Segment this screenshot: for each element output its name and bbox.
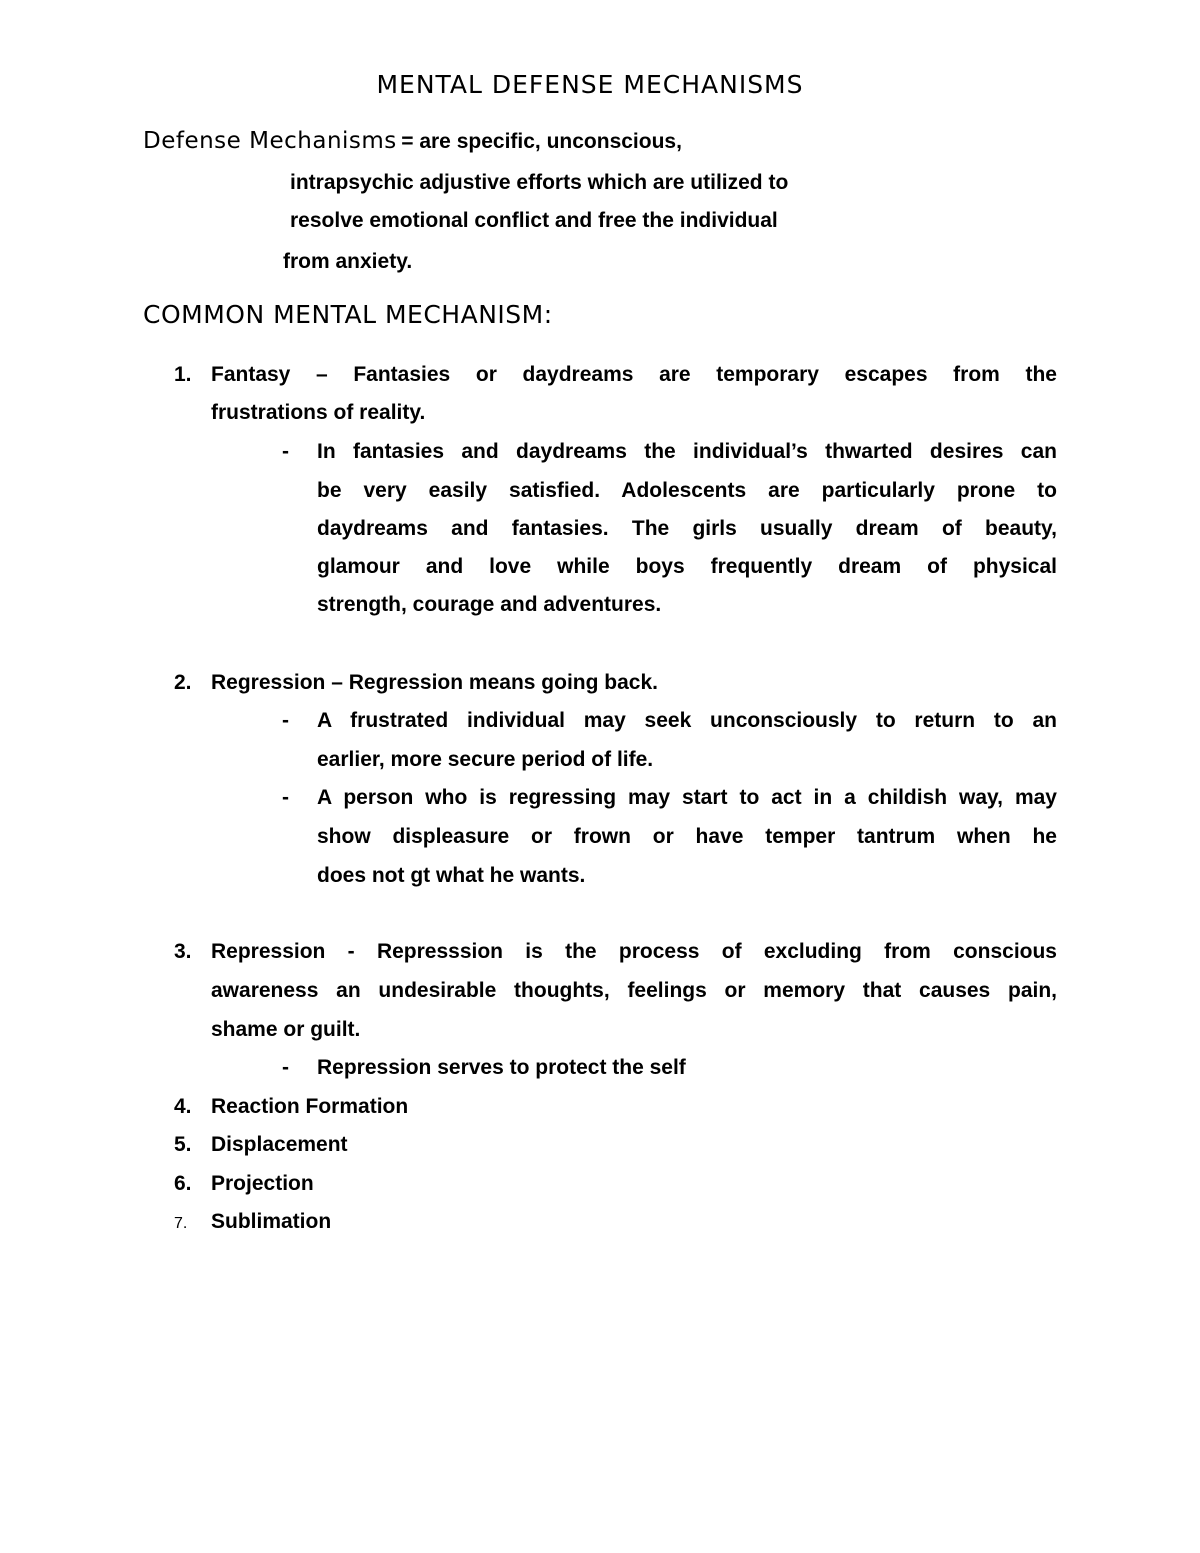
definition-line: = are specific, unconscious, bbox=[401, 130, 682, 153]
definition-first-line bbox=[143, 128, 1043, 154]
item-text: awareness an undesirable thoughts, feelings or memory that causes pain, bbox=[211, 979, 1057, 1002]
item-number: 4. bbox=[174, 1095, 192, 1118]
bullet-text: A person who is regressing may start to act in a childish way, may bbox=[317, 786, 1057, 809]
item-text: frustrations of reality. bbox=[211, 401, 426, 424]
bullet-text: In fantasies and daydreams the individual’s thwarted desires can bbox=[317, 440, 1057, 463]
bullet-text: strength, courage and adventures. bbox=[317, 593, 662, 616]
item-number: 3. bbox=[174, 940, 192, 963]
item-text: Displacement bbox=[211, 1133, 348, 1156]
bullet-dash: - bbox=[282, 440, 289, 463]
item-number: 5. bbox=[174, 1133, 192, 1156]
definition-line: from anxiety. bbox=[283, 250, 413, 273]
section-heading: COMMON MENTAL MECHANISM: bbox=[143, 300, 553, 329]
bullet-text: does not gt what he wants. bbox=[317, 864, 586, 887]
definition-term: Defense Mechanisms bbox=[143, 128, 397, 154]
item-number: 1. bbox=[174, 363, 192, 386]
bullet-dash: - bbox=[282, 709, 289, 732]
item-text: Projection bbox=[211, 1172, 314, 1195]
item-text: shame or guilt. bbox=[211, 1018, 361, 1041]
item-number: 7. bbox=[174, 1215, 188, 1232]
bullet-text: Repression serves to protect the self bbox=[317, 1056, 686, 1079]
bullet-text: daydreams and fantasies. The girls usually dream of beauty, bbox=[317, 517, 1057, 540]
bullet-text: A frustrated individual may seek unconsciously to return to an bbox=[317, 709, 1057, 732]
page-title: MENTAL DEFENSE MECHANISMS bbox=[376, 70, 804, 99]
item-number: 2. bbox=[174, 671, 192, 694]
item-text: Fantasy – Fantasies or daydreams are temporary escapes from the bbox=[211, 363, 1057, 386]
item-number: 6. bbox=[174, 1172, 192, 1195]
definition-line: intrapsychic adjustive efforts which are utilized to bbox=[290, 171, 789, 194]
item-text: Reaction Formation bbox=[211, 1095, 409, 1118]
bullet-text: show displeasure or frown or have temper tantrum when he bbox=[317, 825, 1057, 848]
bullet-dash: - bbox=[282, 1056, 289, 1079]
definition-line: resolve emotional conflict and free the individual bbox=[290, 209, 778, 232]
item-text: Regression – Regression means going back. bbox=[211, 671, 658, 694]
bullet-text: be very easily satisfied. Adolescents are particularly prone to bbox=[317, 479, 1057, 502]
item-text: Repression - Represssion is the process of excluding from conscious bbox=[211, 940, 1057, 963]
bullet-text: glamour and love while boys frequently dream of physical bbox=[317, 555, 1057, 578]
item-text: Sublimation bbox=[211, 1210, 332, 1233]
bullet-text: earlier, more secure period of life. bbox=[317, 748, 654, 771]
bullet-dash: - bbox=[282, 786, 289, 809]
